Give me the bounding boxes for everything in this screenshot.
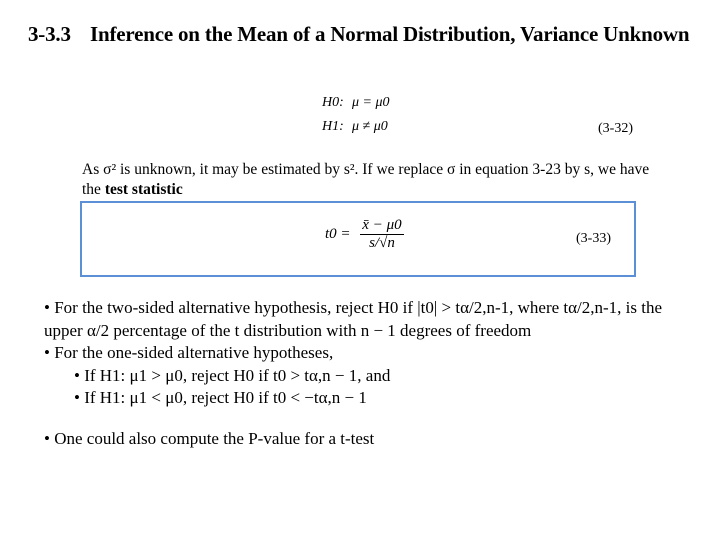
equation-number-3-33: (3-33)	[576, 231, 611, 246]
null-hypothesis	[322, 95, 390, 111]
section-title-text: Inference on the Mean of a Normal Distribution, Variance Unknown	[90, 22, 690, 46]
h0-expression: μ = μ0	[352, 95, 390, 110]
bullet-two-sided: • For the two-sided alternative hypothesis, reject H0 if |t0| > tα/2,n-1, where tα/2,n-1, is the upper α/2 percentage of the t distribution with n − 1 degrees of freedom	[44, 298, 663, 340]
section-number: 3-3.3	[28, 22, 71, 46]
bullet-one-sided: • For the one-sided alternative hypotheses,	[44, 343, 334, 362]
equation-number-3-32: (3-32)	[598, 121, 633, 136]
formula-denominator: s/√n	[369, 235, 395, 251]
bullet-upper-tail: • If H1: μ1 > μ0, reject H0 if t0 > tα,n − 1, and	[74, 365, 391, 385]
formula-lhs: t0 =	[325, 225, 351, 242]
alternative-hypothesis	[322, 119, 388, 135]
test-statistic-term: test statistic	[104, 181, 183, 198]
formula-numerator: x̄ − μ0	[362, 217, 402, 233]
spacer	[44, 410, 684, 428]
formula-fraction	[360, 217, 403, 252]
bullet-p-value: • One could also compute the P-value for a t-test	[44, 428, 375, 448]
explanation-paragraph	[82, 160, 662, 200]
section-title	[28, 22, 718, 47]
bullet-lower-tail: • If H1: μ1 < μ0, reject H0 if t0 < −tα,n − 1	[74, 388, 367, 407]
h1-expression: μ ≠ μ0	[352, 119, 388, 134]
bullet-list	[44, 297, 684, 450]
h1-label: H1:	[322, 119, 344, 134]
paragraph-text: As σ² is unknown, it may be estimated by s². If we replace σ in equation 3-23 by s, we have the	[82, 161, 650, 198]
test-statistic-formula	[325, 217, 404, 252]
h0-label: H0:	[322, 95, 344, 110]
test-statistic-box	[80, 201, 636, 277]
